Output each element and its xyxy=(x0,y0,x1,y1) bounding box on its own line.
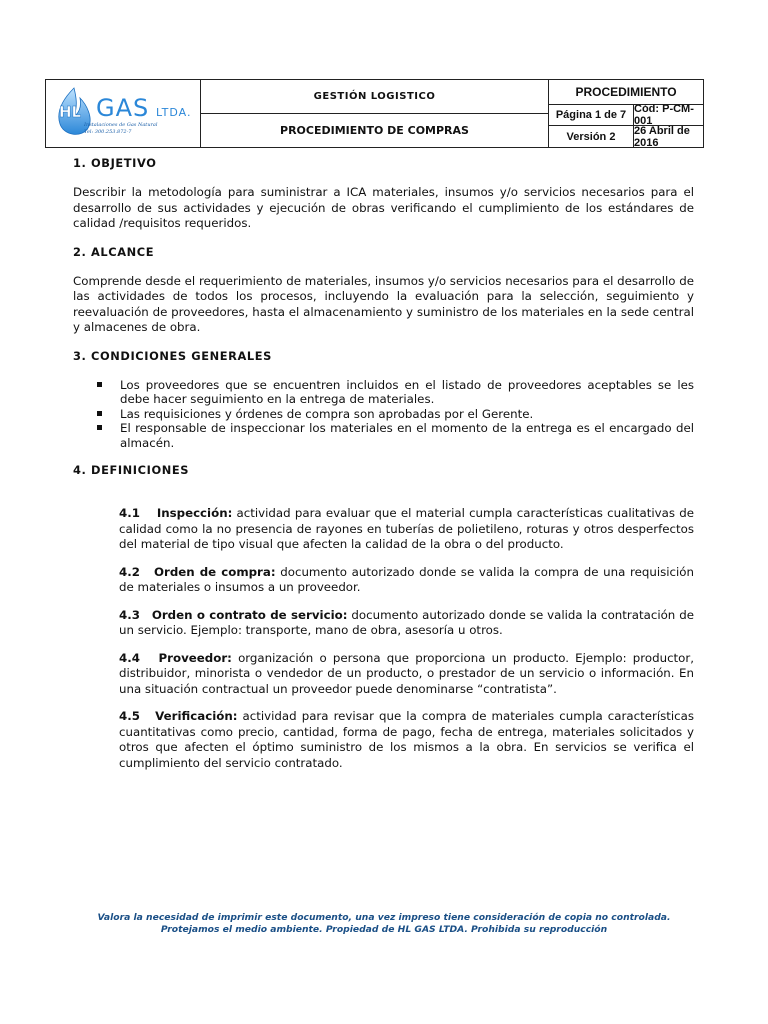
section-alcance-text: Comprende desde el requerimiento de materiales, insumos y/o servicios necesarios para el desarrollo de las actividades de todos los procesos, incluyendo la evaluación para la selección, seguimiento y reevaluación de proveedores, hasta el almacenamiento y suministro de los materiales en la sede central y almacenes de obra. xyxy=(73,273,694,334)
definitions-list xyxy=(119,506,694,771)
definition-item xyxy=(119,565,694,596)
document-footer xyxy=(40,912,728,936)
section-definiciones-title: 4. DEFINICIONES xyxy=(73,463,190,477)
bullet-square-icon xyxy=(97,425,102,430)
logo-phone: Tel: 300.253.872-7 xyxy=(84,129,132,135)
definition-number: 4.1 xyxy=(119,506,140,520)
list-item xyxy=(73,407,694,422)
list-item-text: Las requisiciones y órdenes de compra son aprobadas por el Gerente. xyxy=(120,406,534,421)
list-item-text: El responsable de inspeccionar los materiales en el momento de la entrega es el encargado del almacén. xyxy=(120,421,694,450)
logo-cell xyxy=(46,80,201,147)
section-alcance-title: 2. ALCANCE xyxy=(73,244,155,259)
logo-mark: HL xyxy=(59,103,82,121)
condiciones-list xyxy=(73,378,694,451)
section-objetivo-text: Describir la metodología para suministrar a ICA materiales, insumos y/o servicios necesarios para el desarrollo de sus actividades y ejecución de obras verificando el cumplimiento de los estándares de calidad /requisitos requeridos. xyxy=(73,185,694,230)
definition-term: Verificación: xyxy=(155,709,238,723)
company-logo xyxy=(52,84,197,142)
document-header-table xyxy=(45,79,704,148)
department-cell: GESTIÓN LOGISTICO xyxy=(201,80,549,114)
definition-text: documento autorizado donde se valida la compra de una requisición de materiales o insumos a un proveedor. xyxy=(119,564,695,594)
definition-text: organización o persona que proporciona un producto. Ejemplo: productor, distribuidor, minorista o vendedor de un producto, o prestador de un servicio o información. En una situación contractual un proveedor puede denominarse “contratista”. xyxy=(119,650,695,696)
definition-item xyxy=(119,709,694,771)
definition-item xyxy=(119,651,694,698)
document-title-cell: PROCEDIMIENTO DE COMPRAS xyxy=(201,114,549,147)
definition-number: 4.3 xyxy=(119,607,140,622)
logo-suffix-text: LTDA. xyxy=(156,106,192,119)
bullet-square-icon xyxy=(97,411,102,416)
definition-term: Inspección: xyxy=(156,506,233,520)
version-cell: Versión 2 xyxy=(549,126,634,147)
definition-number: 4.2 xyxy=(119,564,140,579)
logo-brand-text: GAS xyxy=(96,94,150,122)
list-item xyxy=(73,421,694,450)
logo-tagline: Instalaciones de Gas Natural xyxy=(84,122,158,128)
definition-number: 4.5 xyxy=(119,709,140,723)
section-condiciones-title: 3. CONDICIONES GENERALES xyxy=(73,348,272,363)
footer-line-2: Protejamos el medio ambiente. Propiedad de HL GAS LTDA. Prohibida su reproducción xyxy=(160,924,608,935)
definition-number: 4.4 xyxy=(119,650,140,665)
definition-term: Orden de compra: xyxy=(153,564,276,579)
definition-text: documento autorizado donde se valida la contratación de un servicio. Ejemplo: transporte, mano de obra, asesoría u otros. xyxy=(119,607,695,637)
document-body xyxy=(73,155,694,771)
document-code-cell: Cód: P-CM-001 xyxy=(634,105,703,126)
definition-term: Orden o contrato de servicio: xyxy=(151,607,348,622)
footer-line-1: Valora la necesidad de imprimir este documento, una vez impreso tiene consideración de copia no controlada. xyxy=(97,912,671,923)
list-item-text: Los proveedores que se encuentren incluidos en el listado de proveedores aceptables se les debe hacer seguimiento en la entrega de materiales. xyxy=(120,377,694,406)
bullet-square-icon xyxy=(97,382,102,387)
document-type-cell: PROCEDIMIENTO xyxy=(549,80,703,105)
list-item xyxy=(73,378,694,407)
definition-text: actividad para revisar que la compra de materiales cumpla características cuantitativas como precio, cantidad, forma de pago, fecha de entrega, materiales solicitados y otros que afecten el óptimo suministro de los mismos a la obra. En servicios se verifica el cumplimiento del servicio contratado. xyxy=(119,709,695,770)
definition-item xyxy=(119,608,694,639)
definition-text: actividad para evaluar que el material cumpla características cualitativas de calidad como la no presencia de rayones en tuberías de polietileno, roturas y otros desperfectos del material de tipo visual que afecten la calidad de la obra o del producto. xyxy=(119,506,695,551)
section-objetivo-title: 1. OBJETIVO xyxy=(73,156,157,170)
page-number-cell: Página 1 de 7 xyxy=(549,105,634,126)
date-cell: 26 Abril de 2016 xyxy=(634,124,690,149)
definition-item xyxy=(119,506,694,553)
definition-term: Proveedor: xyxy=(158,650,232,665)
